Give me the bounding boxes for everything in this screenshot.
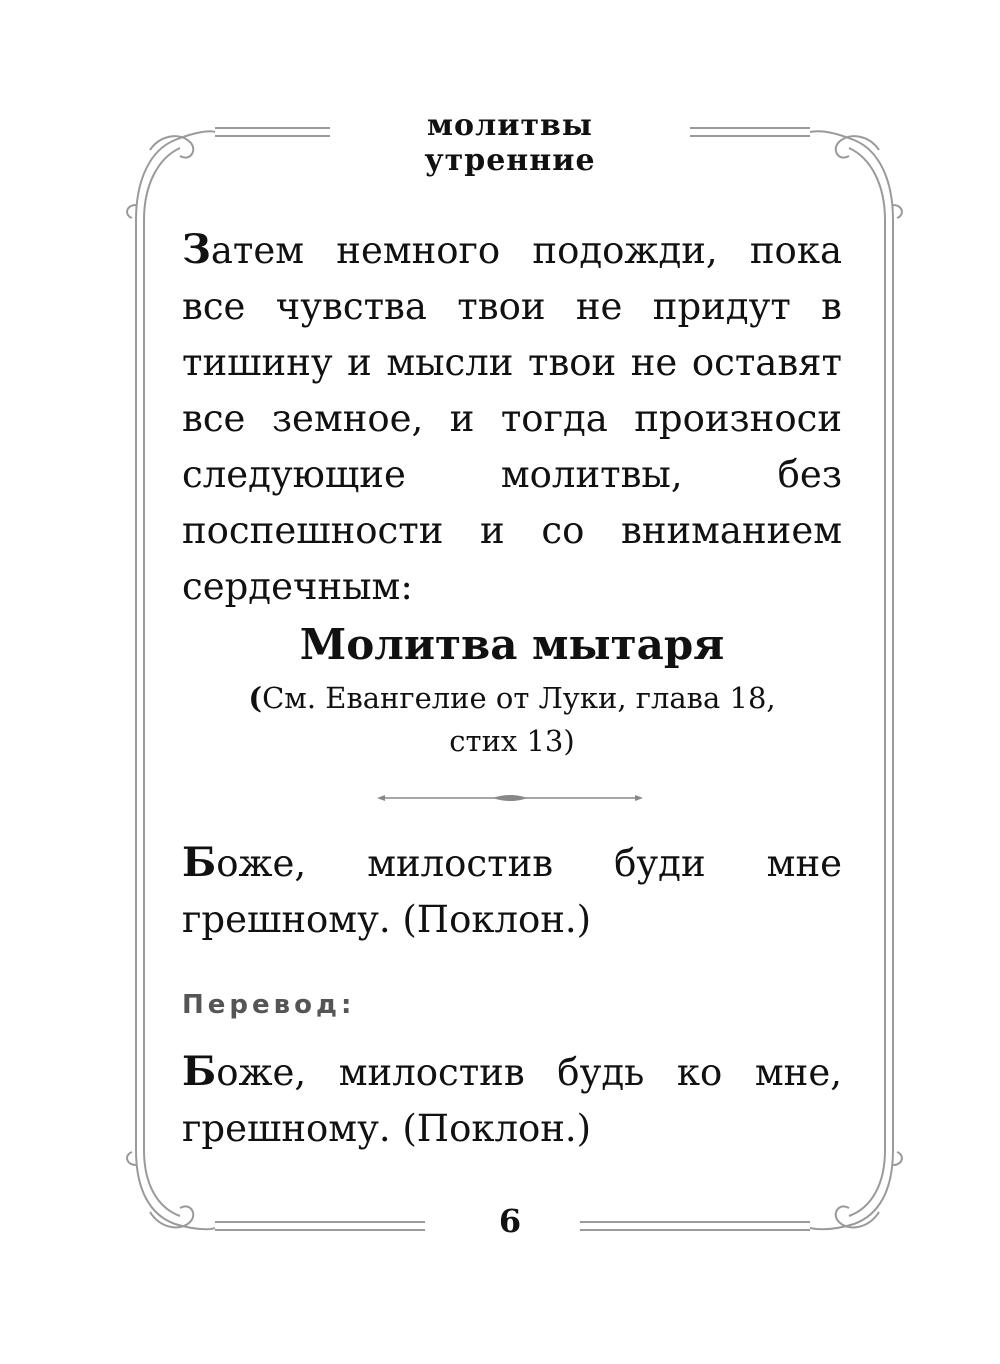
translation-body: оже, милостив будь ко мне, грешному. (Поклон.)	[182, 1051, 842, 1150]
page-header: молитвы утренние	[424, 108, 596, 178]
section-divider-icon	[375, 790, 645, 806]
reference-line-2: стих 13	[449, 724, 564, 758]
intro-dropcap: З	[182, 226, 211, 273]
intro-paragraph	[182, 222, 842, 615]
translation-text	[182, 1044, 842, 1157]
reference-open-paren: (	[248, 681, 263, 715]
translation-dropcap: Б	[182, 1048, 217, 1095]
reference-line-1: См. Евангелие от Луки, глава 18,	[262, 681, 776, 715]
intro-text: атем немного подожди, пока все чувства твои не придут в тишину и мысли твои не оставят все земное, и тогда произноси следующие молитвы, без поспешности и со вниманием сердечным:	[182, 229, 842, 608]
translation-label: Перевод:	[182, 990, 356, 1020]
prayer-dropcap: Б	[182, 839, 217, 886]
page-number: 6	[498, 1202, 522, 1240]
prayer-title: Молитва мытаря	[299, 620, 725, 669]
prayer-reference	[182, 677, 842, 763]
prayer-text	[182, 835, 842, 948]
reference-close-paren: )	[563, 724, 575, 758]
prayer-body: оже, милостив буди мне грешному. (Поклон.)	[182, 842, 842, 941]
